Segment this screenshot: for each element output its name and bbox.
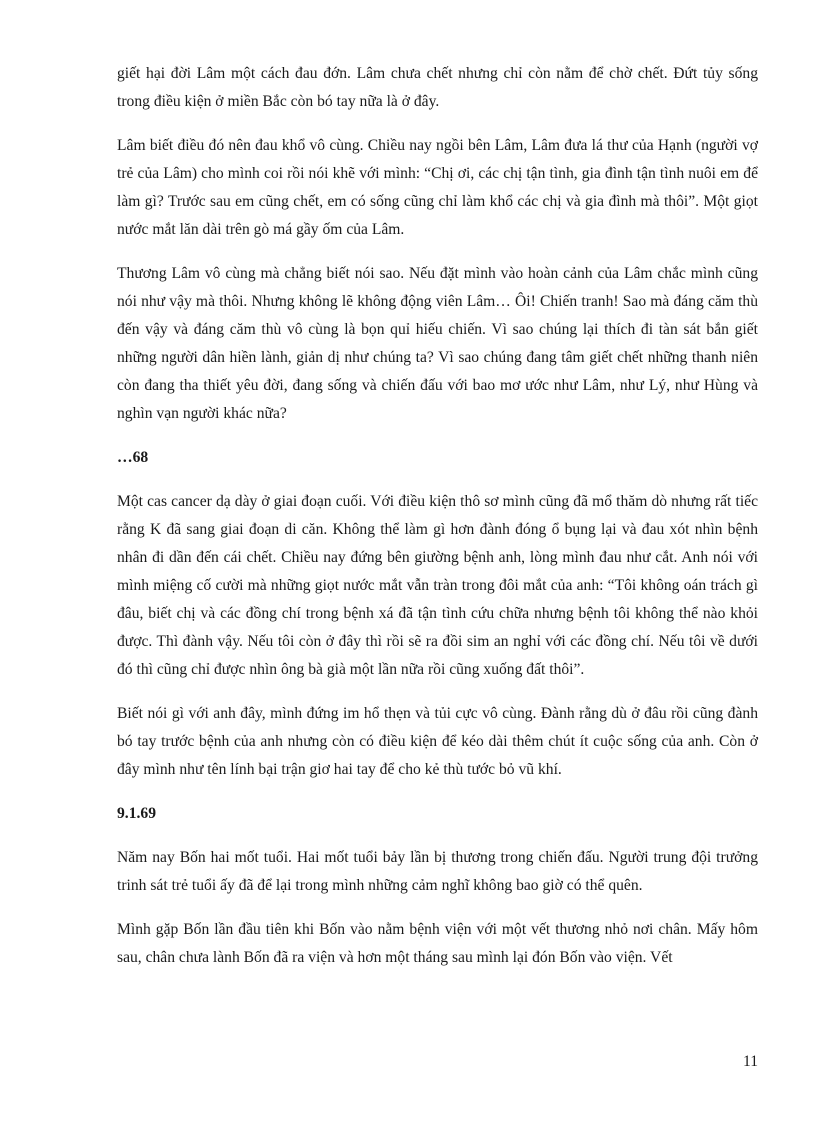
- paragraph-6: Năm nay Bốn hai mốt tuổi. Hai mốt tuổi bảy lần bị thương trong chiến đấu. Người trung đội trưởng trinh sát trẻ tuổi ấy đã để lại trong mình những cảm nghĩ không bao giờ có thể quên.: [117, 849, 758, 894]
- paragraph-4: Một cas cancer dạ dày ở giai đoạn cuối. Với điều kiện thô sơ mình cũng đã mổ thăm dò nhưng rất tiếc rằng K đã sang giai đoạn di căn. Không thể làm gì hơn đành đóng ổ bụng lại và đau xót nhìn bệnh nhân đi dần đến cái chết. Chiều nay đứng bên giường bệnh anh, lòng mình đau như cắt. Anh nói với mình miệng cố cười mà những giọt nước mắt vẫn tràn trong đôi mắt của anh: “Tôi không oán trách gì đâu, biết chị và các đồng chí trong bệnh xá đã tận tình cứu chữa nhưng bệnh tôi không thể nào khỏi được. Thì đành vậy. Nếu tôi còn ở đây thì rồi sẽ ra đồi sim an nghỉ với các đồng chí. Nếu tôi về dưới đó thì cũng chỉ được nhìn ông bà già một lần nữa rồi cũng xuống đất thôi”.: [117, 493, 758, 678]
- paragraph-7: Mình gặp Bốn lần đầu tiên khi Bốn vào nằm bệnh viện với một vết thương nhỏ nơi chân. Mấy hôm sau, chân chưa lành Bốn đã ra viện và hơn một tháng sau mình lại đón Bốn vào viện. Vết: [117, 921, 758, 966]
- entry-heading-date: 9.1.69: [117, 805, 156, 822]
- document-page: [117, 60, 758, 988]
- paragraph-2: Lâm biết điều đó nên đau khổ vô cùng. Chiều nay ngồi bên Lâm, Lâm đưa lá thư của Hạnh (người vợ trẻ của Lâm) cho mình coi rồi nói khẽ với mình: “Chị ơi, các chị tận tình, gia đình tận tình nuôi em để làm gì? Trước sau em cũng chết, em có sống cũng chỉ làm khổ các chị và gia đình mà thôi”. Một giọt nước mắt lăn dài trên gò má gầy ốm của Lâm.: [117, 137, 758, 238]
- entry-heading-68: …68: [117, 449, 149, 466]
- paragraph-1: giết hại đời Lâm một cách đau đớn. Lâm chưa chết nhưng chỉ còn nằm để chờ chết. Đứt tủy sống trong điều kiện ở miền Bắc còn bó tay nữa là ở đây.: [117, 65, 758, 110]
- paragraph-5: Biết nói gì với anh đây, mình đứng im hổ thẹn và tủi cực vô cùng. Đành rằng dù ở đâu rồi cũng đành bó tay trước bệnh của anh nhưng còn có điều kiện để kéo dài thêm chút ít cuộc sống của anh. Còn ở đây mình như tên lính bại trận giơ hai tay để cho kẻ thù tước bỏ vũ khí.: [117, 705, 758, 778]
- page-number: 11: [742, 1053, 758, 1070]
- paragraph-3: Thương Lâm vô cùng mà chẳng biết nói sao. Nếu đặt mình vào hoàn cảnh của Lâm chắc mình cũng nói như vậy mà thôi. Nhưng không lẽ không động viên Lâm… Ôi! Chiến tranh! Sao mà đáng căm thù đến vậy và đáng căm thù vô cùng là bọn quỉ hiếu chiến. Vì sao chúng lại thích đi tàn sát bắn giết những người dân hiền lành, giản dị như chúng ta? Vì sao chúng đang tâm giết chết những thanh niên còn đang tha thiết yêu đời, đang sống và chiến đấu với bao mơ ước như Lâm, như Lý, như Hùng và nghìn vạn người khác nữa?: [117, 265, 758, 422]
